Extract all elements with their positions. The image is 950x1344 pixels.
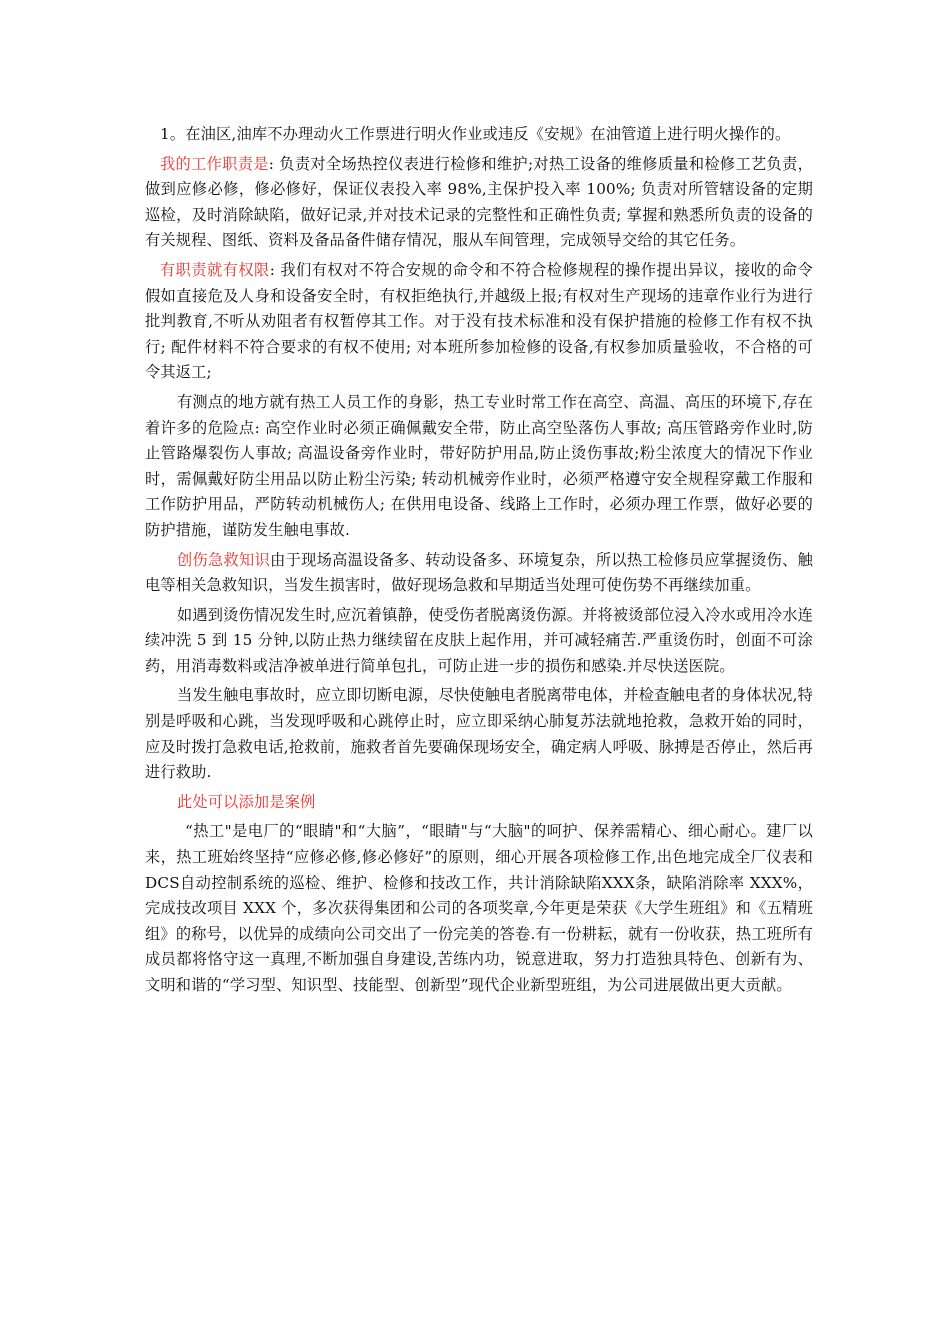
heading-authority: 有职责就有权限 xyxy=(160,260,270,279)
heading-first-aid: 创伤急救知识 xyxy=(177,550,271,569)
heading-case-example: 此处可以添加是案例 xyxy=(177,792,316,811)
paragraph-electric-shock: 当发生触电事故时，应立即切断电源，尽快使触电者脱离带电体，并检查触电者的身体状况,特别是呼吸和心跳，当发现呼吸和心跳停止时，应立即采纳心肺复苏法就地抢救，急救开始的同时，应及时拨打急救电话,抢救前，施救者首先要确保现场安全，确定病人呼吸、脉搏是否停止，然后再进行救助. xyxy=(145,686,813,782)
document-body xyxy=(145,122,813,1003)
paragraph-burns: 如遇到烫伤情况发生时,应沉着镇静，使受伤者脱离烫伤源。并将被烫部位浸入冷水或用冷水连续冲洗 5 到 15 分钟,以防止热力继续留在皮肤上起作用，并可减轻痛苦.严重烫伤时，创面不可涂药，用消毒数料或洁净被单进行简单包扎，可防止进一步的损伤和感染.并尽快送医院。 xyxy=(145,605,813,675)
paragraph-job-duties xyxy=(145,152,813,254)
text-first-aid: 由于现场高温设备多、转动设备多、环境复杂，所以热工检修员应掌握烫伤、触电等相关急救知识，当发生损害时，做好现场急救和早期适当处理可使伤势不再继续加重。 xyxy=(145,550,813,595)
paragraph-fire-rule: 1。在油区,油库不办理动火工作票进行明火作业或违反《安规》在油管道上进行明火操作的。 xyxy=(160,125,791,143)
paragraph-hazards: 有测点的地方就有热工人员工作的身影，热工专业时常工作在高空、高温、高压的环境下,存在着许多的危险点: 高空作业时必须正确佩戴安全带，防止高空坠落伤人事故; 高压管路旁作业时,防止管路爆裂伤人事故; 高温设备旁作业时，带好防护用品,防止烫伤事故;粉尘浓度大的情况下作业时，需佩戴好防尘用品以防止粉尘污染; 转动机械旁作业时，必须严格遵守安全规程穿戴工作服和工作防护用品，严防转动机械伤人; 在供用电设备、线路上工作时，必须办理工作票，做好必要的防护措施，谨防发生触电事故. xyxy=(145,392,813,539)
paragraph-team-achievements: “热工"是电厂的“眼睛"和“大脑”，“眼睛"与“大脑"的呵护、保养需精心、细心耐心。建厂以来，热工班始终坚持“应修必修,修必修好”的原则，细心开展各项检修工作,出色地完成全厂仪表和DCS自动控制系统的巡检、维护、检修和技改工作，共计消除缺陷XXX条，缺陷消除率 XXX%，完成技改项目 XXX 个，多次获得集团和公司的各项奖章,今年更是荣获《大学生班组》和《五精班组》的称号，以优异的成绩向公司交出了一份完美的答卷.有一份耕耘，就有一份收获，热工班所有成员都将恪守这一真理,不断加强自身建设,苦练内功，锐意进取，努力打造独具特色、创新有为、文明和谐的“学习型、知识型、技能型、创新型”现代企业新型班组，为公司进展做出更大贡献。 xyxy=(145,822,813,994)
text-job-duties: : 负责对全场热控仪表进行检修和维护;对热工设备的维修质量和检修工艺负责，做到应修必修，修必修好，保证仪表投入率 98%,主保护投入率 100%; 负责对所管辖设备的定期巡检，及时消除缺陷，做好记录,并对技术记录的完整性和正确性负责; 掌握和熟悉所负责的设备的有关规程、图纸、资料及备品备件储存情况，服从车间管理，完成领导交给的其它任务。 xyxy=(145,154,813,250)
heading-job-duties: 我的工作职责是 xyxy=(160,154,269,173)
paragraph-first-aid xyxy=(145,548,813,599)
paragraph-authority xyxy=(145,258,813,386)
text-authority: : 我们有权对不符合安规的命令和不符合检修规程的操作提出异议，接收的命令假如直接危及人身和设备安全时，有权拒绝执行,并越级上报;有权对生产现场的违章作业行为进行批判教育,不听从劝阻者有权暂停其工作。对于没有技术标准和没有保护措施的检修工作有权不执行; 配件材料不符合要求的有权不使用; 对本班所参加检修的设备,有权参加质量验收，不合格的可令其返工; xyxy=(145,260,813,382)
